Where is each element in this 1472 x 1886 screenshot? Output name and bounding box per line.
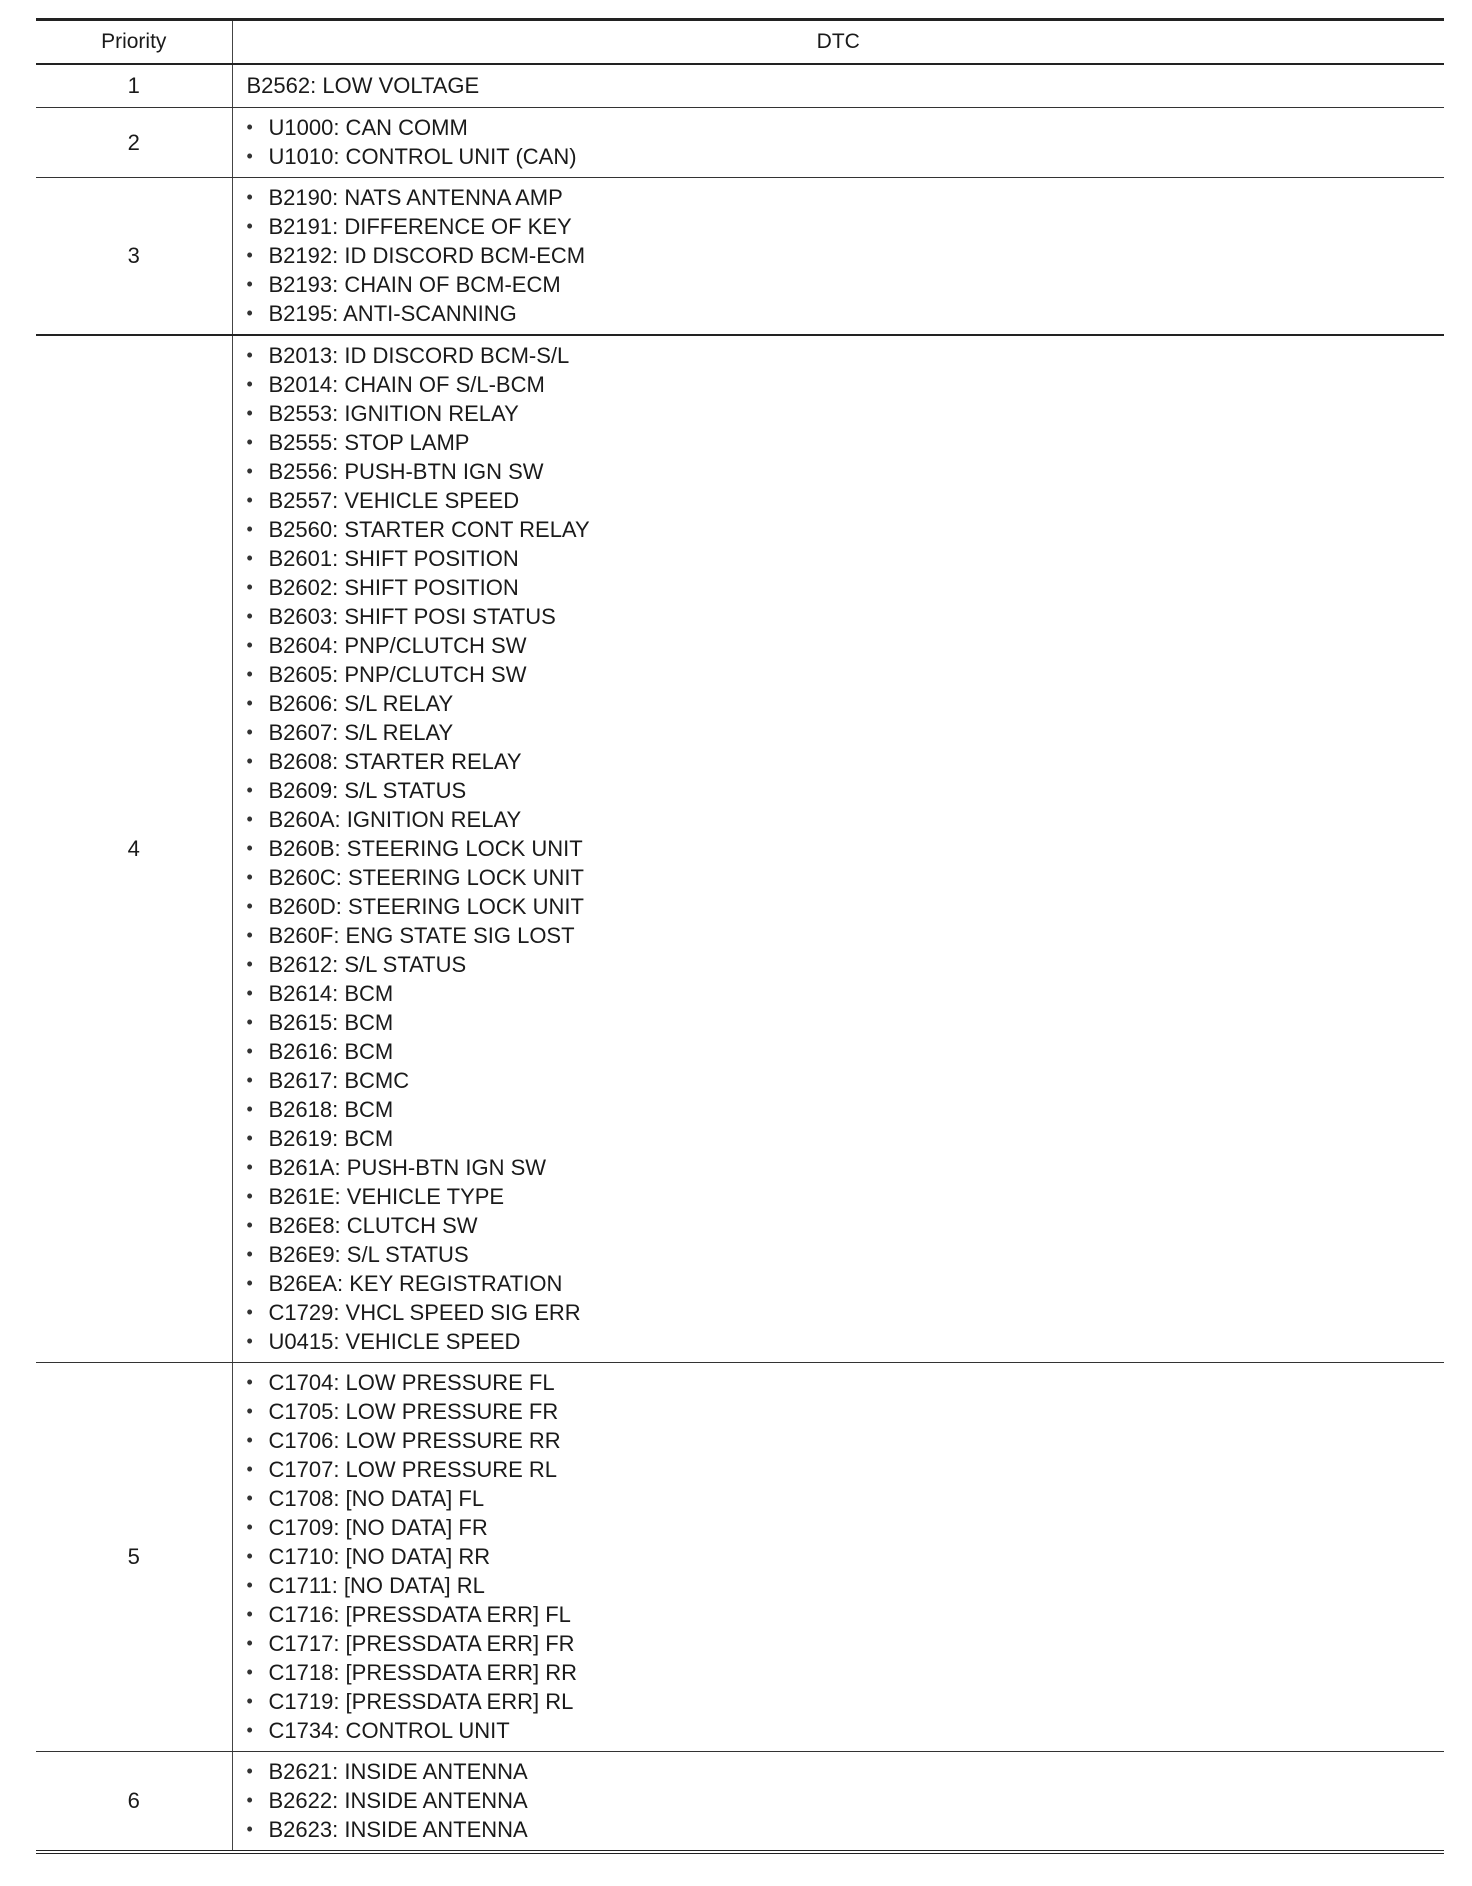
dtc-list-item: [233, 1513, 1445, 1542]
dtc-code-text: U1000: CAN COMM: [268, 115, 468, 140]
dtc-list-item: [233, 1455, 1445, 1484]
priority-column-header: Priority: [36, 20, 232, 65]
bullet-icon: •: [246, 1430, 253, 1450]
dtc-list: [233, 341, 1445, 1356]
dtc-list-item: [233, 1658, 1445, 1687]
dtc-list-item: [233, 631, 1445, 660]
table-row: [36, 335, 1444, 1363]
bullet-icon: •: [246, 751, 253, 771]
bullet-icon: •: [246, 216, 253, 236]
dtc-code-text: B26E8: CLUTCH SW: [268, 1213, 478, 1238]
dtc-list-item: [233, 747, 1445, 776]
dtc-list-item: [233, 1153, 1445, 1182]
dtc-list-item: [233, 1815, 1445, 1844]
dtc-code-text: B260D: STEERING LOCK UNIT: [268, 894, 584, 919]
bullet-icon: •: [246, 461, 253, 481]
dtc-code-text: C1734: CONTROL UNIT: [268, 1718, 510, 1743]
bullet-icon: •: [246, 1372, 253, 1392]
bullet-icon: •: [246, 245, 253, 265]
dtc-code-text: B2603: SHIFT POSI STATUS: [268, 604, 556, 629]
dtc-list-item: [233, 1269, 1445, 1298]
dtc-code-text: B2560: STARTER CONT RELAY: [268, 517, 590, 542]
header-row: [36, 20, 1444, 65]
dtc-code-text: B2622: INSIDE ANTENNA: [268, 1788, 528, 1813]
dtc-code-text: C1711: [NO DATA] RL: [268, 1573, 485, 1598]
bullet-icon: •: [246, 1761, 253, 1781]
dtc-list-item: [233, 950, 1445, 979]
dtc-list-item: [233, 486, 1445, 515]
dtc-list-item: [233, 1037, 1445, 1066]
dtc-code-text: B2602: SHIFT POSITION: [268, 575, 519, 600]
dtc-code-text: C1717: [PRESSDATA ERR] FR: [268, 1631, 575, 1656]
dtc-code-text: C1704: LOW PRESSURE FL: [268, 1370, 555, 1395]
bullet-icon: •: [246, 548, 253, 568]
dtc-code-text: C1709: [NO DATA] FR: [268, 1515, 488, 1540]
dtc-list-item: [233, 341, 1445, 370]
bullet-icon: •: [246, 1720, 253, 1740]
dtc-code-text: B2614: BCM: [268, 981, 394, 1006]
dtc-code-text: B2556: PUSH-BTN IGN SW: [268, 459, 544, 484]
dtc-list-item: [233, 1542, 1445, 1571]
dtc-list-item: [233, 241, 1445, 270]
bullet-icon: •: [246, 1819, 253, 1839]
bullet-icon: •: [246, 490, 253, 510]
dtc-code-text: C1706: LOW PRESSURE RR: [268, 1428, 561, 1453]
dtc-list-item: [233, 1066, 1445, 1095]
bullet-icon: •: [246, 1273, 253, 1293]
dtc-list-item: [233, 1008, 1445, 1037]
bullet-icon: •: [246, 374, 253, 394]
bullet-icon: •: [246, 432, 253, 452]
bullet-icon: •: [246, 867, 253, 887]
dtc-code-text: B2555: STOP LAMP: [268, 430, 470, 455]
dtc-code-text: B2605: PNP/CLUTCH SW: [268, 662, 527, 687]
dtc-list-item: [233, 689, 1445, 718]
dtc-list-item: [233, 1211, 1445, 1240]
dtc-list-item: [233, 660, 1445, 689]
dtc-list-item: [233, 1240, 1445, 1269]
dtc-list-item: [233, 718, 1445, 747]
bullet-icon: •: [246, 1546, 253, 1566]
dtc-list-item: [233, 863, 1445, 892]
dtc-list-item: [233, 113, 1445, 142]
dtc-code-text: B2553: IGNITION RELAY: [268, 401, 519, 426]
dtc-priority-table: [36, 18, 1444, 1854]
dtc-cell: [232, 335, 1444, 1363]
dtc-list-item: [233, 299, 1445, 328]
dtc-code-text: B26EA: KEY REGISTRATION: [268, 1271, 563, 1296]
dtc-code-text: C1708: [NO DATA] FL: [268, 1486, 485, 1511]
table-body: [36, 64, 1444, 1852]
bullet-icon: •: [246, 1012, 253, 1032]
bullet-icon: •: [246, 635, 253, 655]
dtc-code-text: B2190: NATS ANTENNA AMP: [268, 185, 563, 210]
table-row: [36, 1752, 1444, 1853]
dtc-list-item: [233, 1327, 1445, 1356]
dtc-list-item: [233, 183, 1445, 212]
bullet-icon: •: [246, 1517, 253, 1537]
dtc-list-item: [233, 602, 1445, 631]
priority-cell: 6: [36, 1752, 232, 1853]
bullet-icon: •: [246, 693, 253, 713]
dtc-code-text: B2601: SHIFT POSITION: [268, 546, 519, 571]
dtc-code-text: B260B: STEERING LOCK UNIT: [268, 836, 583, 861]
dtc-code-text: B2193: CHAIN OF BCM-ECM: [268, 272, 561, 297]
dtc-cell: [232, 178, 1444, 336]
table-row: [36, 64, 1444, 108]
bullet-icon: •: [246, 1331, 253, 1351]
bullet-icon: •: [246, 954, 253, 974]
bullet-icon: •: [246, 1215, 253, 1235]
bullet-icon: •: [246, 403, 253, 423]
bullet-icon: •: [246, 1099, 253, 1119]
dtc-list-item: [233, 515, 1445, 544]
bullet-icon: •: [246, 664, 253, 684]
bullet-icon: •: [246, 1790, 253, 1810]
dtc-code-text: B2609: S/L STATUS: [268, 778, 467, 803]
dtc-code-text: B2615: BCM: [268, 1010, 394, 1035]
dtc-code-text: B2195: ANTI-SCANNING: [268, 301, 517, 326]
bullet-icon: •: [246, 303, 253, 323]
dtc-code-text: B2014: CHAIN OF S/L-BCM: [268, 372, 545, 397]
dtc-list-item: [233, 1182, 1445, 1211]
bullet-icon: •: [246, 1186, 253, 1206]
dtc-code-text: B261E: VEHICLE TYPE: [268, 1184, 505, 1209]
dtc-code-text: C1729: VHCL SPEED SIG ERR: [268, 1300, 581, 1325]
dtc-list-item: [233, 979, 1445, 1008]
dtc-code-text: B2557: VEHICLE SPEED: [268, 488, 520, 513]
bullet-icon: •: [246, 1575, 253, 1595]
table-row: [36, 178, 1444, 336]
dtc-code-text: U1010: CONTROL UNIT (CAN): [268, 144, 577, 169]
bullet-icon: •: [246, 1488, 253, 1508]
dtc-code-text: B2606: S/L RELAY: [268, 691, 454, 716]
bullet-icon: •: [246, 1691, 253, 1711]
priority-cell: 2: [36, 108, 232, 178]
dtc-list-item: [233, 270, 1445, 299]
dtc-code-text: U0415: VEHICLE SPEED: [268, 1329, 521, 1354]
priority-cell: 1: [36, 64, 232, 108]
dtc-list-item: [233, 1484, 1445, 1513]
dtc-code-text: B260C: STEERING LOCK UNIT: [268, 865, 584, 890]
bullet-icon: •: [246, 838, 253, 858]
dtc-code-text: B2192: ID DISCORD BCM-ECM: [268, 243, 586, 268]
table-header: [36, 20, 1444, 65]
dtc-code-text: C1710: [NO DATA] RR: [268, 1544, 491, 1569]
bullet-icon: •: [246, 1662, 253, 1682]
bullet-icon: •: [246, 780, 253, 800]
bullet-icon: •: [246, 809, 253, 829]
table-row: [36, 108, 1444, 178]
dtc-list-item: [233, 1600, 1445, 1629]
bullet-icon: •: [246, 1041, 253, 1061]
dtc-list-item: [233, 212, 1445, 241]
dtc-code-text: B260F: ENG STATE SIG LOST: [268, 923, 575, 948]
dtc-code-text: B2607: S/L RELAY: [268, 720, 454, 745]
dtc-code-text: B2616: BCM: [268, 1039, 394, 1064]
dtc-code-text: B2608: STARTER RELAY: [268, 749, 522, 774]
dtc-list-item: [233, 892, 1445, 921]
dtc-list-item: [233, 1368, 1445, 1397]
bullet-icon: •: [246, 1070, 253, 1090]
dtc-list: [233, 183, 1445, 328]
bullet-icon: •: [246, 274, 253, 294]
dtc-list-item: [233, 1629, 1445, 1658]
dtc-code-text: B2604: PNP/CLUTCH SW: [268, 633, 527, 658]
dtc-code-text: B2562: LOW VOLTAGE: [246, 73, 480, 98]
bullet-icon: •: [246, 983, 253, 1003]
dtc-list-item: [233, 142, 1445, 171]
dtc-cell: [232, 108, 1444, 178]
dtc-list-item: [233, 805, 1445, 834]
dtc-code-text: C1718: [PRESSDATA ERR] RR: [268, 1660, 578, 1685]
dtc-list-item: [233, 1397, 1445, 1426]
dtc-list-item: [233, 1786, 1445, 1815]
dtc-code-text: B2619: BCM: [268, 1126, 394, 1151]
dtc-code-text: B2623: INSIDE ANTENNA: [268, 1817, 528, 1842]
dtc-code-text: B260A: IGNITION RELAY: [268, 807, 522, 832]
priority-cell: 5: [36, 1363, 232, 1752]
dtc-list-item: [233, 1095, 1445, 1124]
bullet-icon: •: [246, 117, 253, 137]
dtc-list-item: [233, 457, 1445, 486]
table-row: [36, 1363, 1444, 1752]
bullet-icon: •: [246, 345, 253, 365]
bullet-icon: •: [246, 722, 253, 742]
bullet-icon: •: [246, 519, 253, 539]
dtc-list-item: [233, 1757, 1445, 1786]
dtc-list-item: [233, 776, 1445, 805]
dtc-cell: [232, 64, 1444, 108]
dtc-list-item: [233, 1687, 1445, 1716]
priority-cell: 3: [36, 178, 232, 336]
dtc-code-text: B2618: BCM: [268, 1097, 394, 1122]
dtc-list: [233, 1757, 1445, 1844]
dtc-list-item: [233, 834, 1445, 863]
dtc-list-item: [233, 1298, 1445, 1327]
dtc-list-item: [233, 1426, 1445, 1455]
dtc-code-text: B2191: DIFFERENCE OF KEY: [268, 214, 572, 239]
dtc-code-text: B2621: INSIDE ANTENNA: [268, 1759, 528, 1784]
dtc-list-item: [233, 544, 1445, 573]
dtc-list: [233, 113, 1445, 171]
dtc-list-item: [233, 428, 1445, 457]
dtc-list-item: [233, 370, 1445, 399]
dtc-code-text: B2612: S/L STATUS: [268, 952, 467, 977]
bullet-icon: •: [246, 577, 253, 597]
dtc-code-text: C1707: LOW PRESSURE RL: [268, 1457, 558, 1482]
bullet-icon: •: [246, 146, 253, 166]
dtc-list: [233, 1368, 1445, 1745]
bullet-icon: •: [246, 1302, 253, 1322]
dtc-cell: [232, 1752, 1444, 1853]
dtc-column-header: DTC: [232, 20, 1444, 65]
dtc-cell: [232, 1363, 1444, 1752]
dtc-code-text: C1719: [PRESSDATA ERR] RL: [268, 1689, 574, 1714]
bullet-icon: •: [246, 1633, 253, 1653]
bullet-icon: •: [246, 1401, 253, 1421]
dtc-code-text: B2013: ID DISCORD BCM-S/L: [268, 343, 570, 368]
dtc-list-item: [233, 573, 1445, 602]
bullet-icon: •: [246, 925, 253, 945]
dtc-list-item: [233, 1124, 1445, 1153]
dtc-code-text: B2617: BCMC: [268, 1068, 410, 1093]
dtc-code-text: B261A: PUSH-BTN IGN SW: [268, 1155, 547, 1180]
dtc-list-item: [233, 1716, 1445, 1745]
bullet-icon: •: [246, 1459, 253, 1479]
priority-cell: 4: [36, 335, 232, 1363]
bullet-icon: •: [246, 1604, 253, 1624]
bullet-icon: •: [246, 187, 253, 207]
dtc-list-item: [233, 399, 1445, 428]
dtc-list-item: [233, 1571, 1445, 1600]
bullet-icon: •: [246, 1157, 253, 1177]
bullet-icon: •: [246, 1244, 253, 1264]
dtc-list-item: [233, 921, 1445, 950]
dtc-code-text: C1716: [PRESSDATA ERR] FL: [268, 1602, 571, 1627]
bullet-icon: •: [246, 1128, 253, 1148]
bullet-icon: •: [246, 896, 253, 916]
bullet-icon: •: [246, 606, 253, 626]
dtc-code-text: B26E9: S/L STATUS: [268, 1242, 469, 1267]
dtc-code-text: C1705: LOW PRESSURE FR: [268, 1399, 559, 1424]
